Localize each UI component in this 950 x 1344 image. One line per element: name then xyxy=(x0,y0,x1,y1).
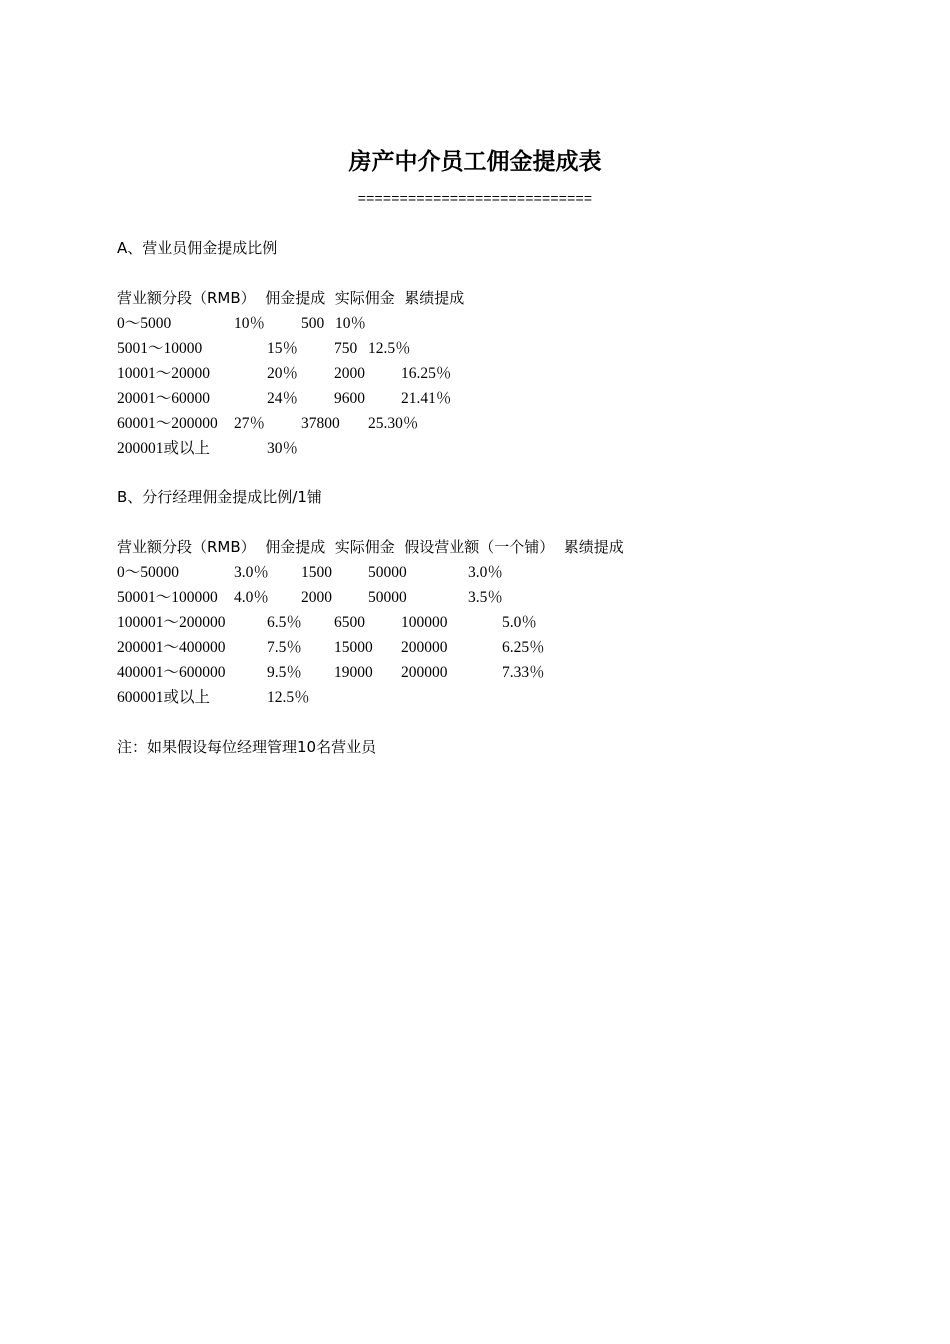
table-row xyxy=(117,363,817,385)
table-cell: 7.5％ xyxy=(267,639,302,656)
table-cell: 6500 xyxy=(334,614,365,631)
table-cell: 15000 xyxy=(334,639,373,656)
table-cell: 30％ xyxy=(267,440,299,457)
table-row xyxy=(117,637,817,659)
table-cell: 10％ xyxy=(335,315,367,332)
table-cell: 4.0％ xyxy=(234,589,269,606)
table-cell: 60001～200000 xyxy=(117,415,218,432)
table-cell: 16.25％ xyxy=(401,365,452,382)
table-cell: 21.41％ xyxy=(401,390,452,407)
table-cell: 50000 xyxy=(368,589,407,606)
table-row xyxy=(117,587,817,609)
table-row xyxy=(117,388,817,410)
table-cell: 19000 xyxy=(334,664,373,681)
table-cell: 12.5％ xyxy=(368,340,411,357)
table-cell: 3.0％ xyxy=(234,564,269,581)
table-cell: 37800 xyxy=(301,415,340,432)
title-divider: ============================ xyxy=(357,190,593,206)
table-cell: 9.5％ xyxy=(267,664,302,681)
table-row xyxy=(117,413,817,435)
table-cell: 20001～60000 xyxy=(117,390,211,407)
table-cell: 200000 xyxy=(401,639,448,656)
section-b-heading: B、分行经理佣金提成比例/1铺 xyxy=(117,488,322,506)
table-cell: 25.30％ xyxy=(368,415,419,432)
table-row xyxy=(117,338,817,360)
section-b-header: 营业额分段（RMB） 佣金提成 实际佣金 假设营业额（一个铺） 累绩提成 xyxy=(117,538,624,556)
table-row xyxy=(117,687,817,709)
footnote: 注：如果假设每位经理管理10名营业员 xyxy=(117,738,377,756)
table-cell: 0～50000 xyxy=(117,564,180,581)
table-cell: 50000 xyxy=(368,564,407,581)
table-cell: 3.0％ xyxy=(468,564,503,581)
table-cell: 200001或以上 xyxy=(117,440,211,457)
table-cell: 1500 xyxy=(301,564,332,581)
table-cell: 9600 xyxy=(334,390,365,407)
table-cell: 10％ xyxy=(234,315,266,332)
table-cell: 50001～100000 xyxy=(117,589,218,606)
table-cell: 3.5％ xyxy=(468,589,503,606)
table-row xyxy=(117,438,817,460)
table-cell: 500 xyxy=(301,315,325,332)
table-cell: 2000 xyxy=(301,589,332,606)
table-cell: 750 xyxy=(334,340,358,357)
table-cell: 400001～600000 xyxy=(117,664,226,681)
table-cell: 24％ xyxy=(267,390,299,407)
table-cell: 10001～20000 xyxy=(117,365,211,382)
table-cell: 600001或以上 xyxy=(117,689,211,706)
table-cell: 5.0％ xyxy=(502,614,537,631)
section-a-header: 营业额分段（RMB） 佣金提成 实际佣金 累绩提成 xyxy=(117,289,465,307)
table-cell: 15％ xyxy=(267,340,299,357)
table-cell: 200000 xyxy=(401,664,448,681)
table-row xyxy=(117,562,817,584)
table-cell: 100001～200000 xyxy=(117,614,226,631)
table-cell: 200001～400000 xyxy=(117,639,226,656)
table-cell: 6.25％ xyxy=(502,639,545,656)
table-cell: 27％ xyxy=(234,415,266,432)
table-cell: 5001～10000 xyxy=(117,340,203,357)
table-row xyxy=(117,662,817,684)
table-cell: 0～5000 xyxy=(117,315,172,332)
table-cell: 12.5％ xyxy=(267,689,310,706)
section-a-heading: A、营业员佣金提成比例 xyxy=(117,239,278,257)
table-row xyxy=(117,612,817,634)
table-cell: 2000 xyxy=(334,365,365,382)
table-row xyxy=(117,313,817,335)
table-cell: 7.33％ xyxy=(502,664,545,681)
table-cell: 20％ xyxy=(267,365,299,382)
table-cell: 100000 xyxy=(401,614,448,631)
document-title: 房产中介员工佣金提成表 xyxy=(348,149,602,175)
table-cell: 6.5％ xyxy=(267,614,302,631)
